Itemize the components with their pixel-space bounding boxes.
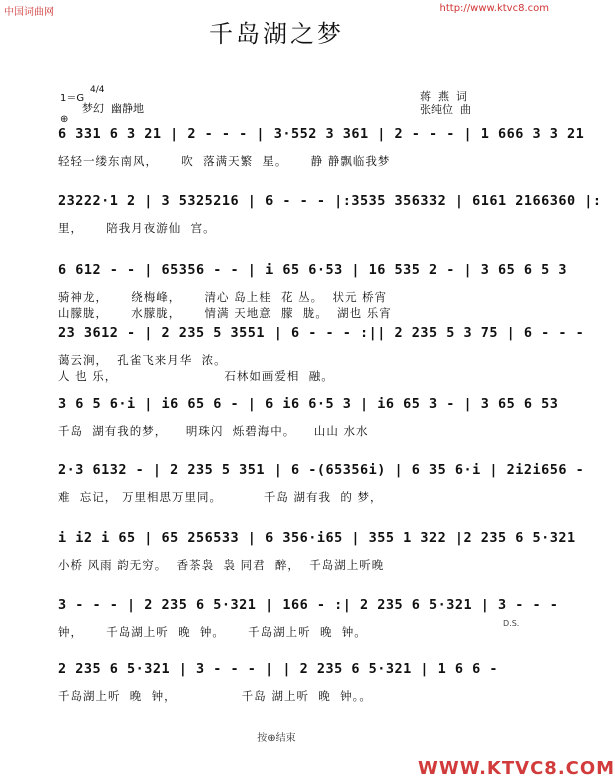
song-title: 千岛湖之梦 xyxy=(209,20,344,48)
lyric-line-9-1: 千岛湖上听 晚 钟， 千岛 湖上听 晚 钟。。 xyxy=(58,689,372,703)
notation-line-9: 2 235 6 5·321 | 3 - - - | | 2 235 6 5·321 | 1 6 6 - xyxy=(58,661,499,677)
notation-line-1: 6 331 6 3 21 | 2 - - - | 3·552 3 361 | 2 - - - | 1 666 3 3 21 xyxy=(58,126,585,142)
lyric-line-3-1: 骑神龙， 绕梅峰， 清心 岛上桂 花 丛。 状元 桥宵 xyxy=(58,290,388,304)
lyric-line-4-1: 蔼云涧， 孔雀飞来月华 浓。 xyxy=(58,353,227,367)
lyric-line-3-2: 山朦胧， 水朦胧， 情满 天地意 朦 胧。 湖也 乐宵 xyxy=(58,306,392,320)
coda-icon: ⊕ xyxy=(60,114,69,125)
lyric-line-1-1: 轻轻一缕东南风， 吹 落满天繁 星。 静 静飘临我梦 xyxy=(58,154,391,168)
lyric-line-4-2: 人 也 乐， 石林如画爱相 融。 xyxy=(58,369,334,383)
notation-line-7: i i2 i 65 | 65 256533 | 6 356·i65 | 355 1 322 |2 235 6 5·321 xyxy=(58,530,576,546)
notation-line-4: 23 3612 - | 2 235 5 3551 | 6 - - - :|| 2 235 5 3 75 | 6 - - - xyxy=(58,325,585,341)
watermark-bottom: WWW.KTVC8.COM xyxy=(418,758,615,779)
notation-line-2: 23222·1 2 | 3 5325216 | 6 - - - |:3535 356332 | 6161 2166360 |: xyxy=(58,193,602,209)
watermark-top-left: 中国词曲网 xyxy=(4,7,54,18)
lyric-line-7-1: 小桥 风雨 韵无穷。 香茶袅 袅 同君 醉， 千岛湖上听晚 xyxy=(58,558,385,572)
key-signature: 1＝G xyxy=(60,93,85,104)
ds-mark: D.S. xyxy=(503,619,520,628)
notation-line-5: 3 6 5 6·i | i6 65 6 - | 6 i6 6·5 3 | i6 65 3 - | 3 65 6 53 xyxy=(58,396,559,412)
time-signature: 4/4 xyxy=(90,85,105,95)
watermark-top-right: http://www.ktvc8.com xyxy=(439,3,549,14)
lyric-line-8-1: 钟， 千岛湖上听 晚 钟。 千岛湖上听 晚 钟。 xyxy=(58,625,367,639)
end-note: 按⊕结束 xyxy=(257,733,296,744)
lyric-line-2-1: 里， 陪我月夜游仙 宫。 xyxy=(58,221,216,235)
lyricist: 蒋 燕 词 xyxy=(420,90,467,103)
composer: 张纯位 曲 xyxy=(420,103,471,116)
notation-line-8: 3 - - - | 2 235 6 5·321 | 166 - :| 2 235 6 5·321 | 3 - - - xyxy=(58,597,559,613)
lyric-line-5-1: 千岛 湖有我的梦， 明珠闪 烁碧海中。 山山 水水 xyxy=(58,424,369,438)
notation-line-3: 6 612 - - | 65356 - - | i 65 6·53 | 16 535 2 - | 3 65 6 5 3 xyxy=(58,262,568,278)
lyric-line-6-1: 难 忘记， 万里相思万里同。 千岛 湖有我 的 梦， xyxy=(58,490,383,504)
notation-line-6: 2·3 6132 - | 2 235 5 351 | 6 -(65356i) | 6 35 6·i | 2i2i656 - xyxy=(58,462,585,478)
tempo-style: 梦幻 幽静地 xyxy=(82,102,144,115)
